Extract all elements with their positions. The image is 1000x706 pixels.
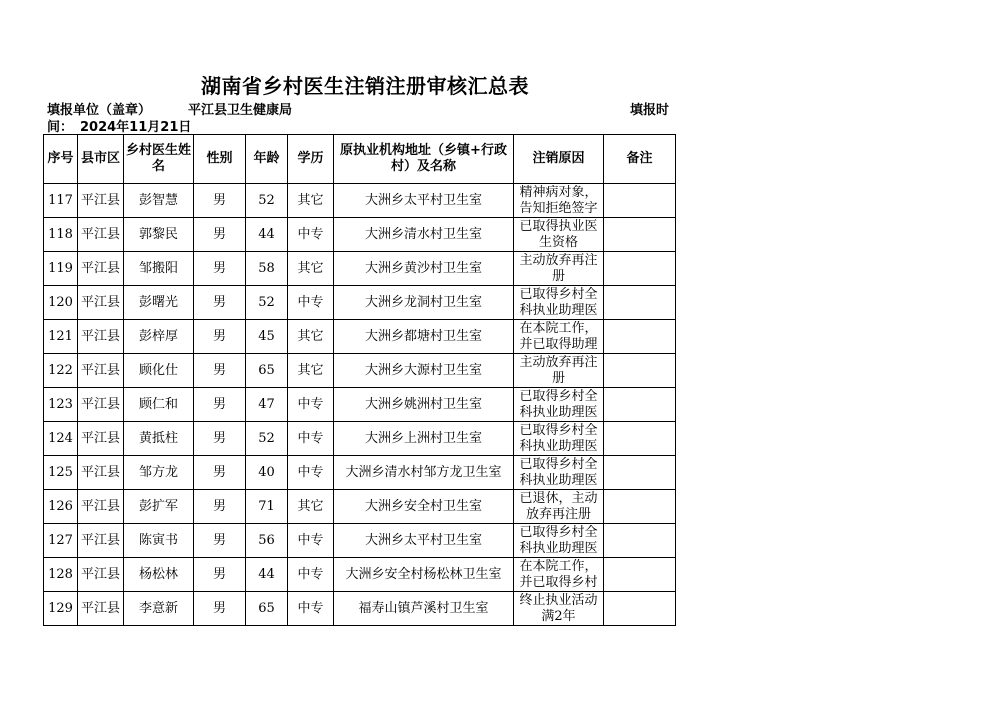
cell-org: 大洲乡安全村杨松林卫生室	[334, 558, 514, 592]
cell-doctor-name: 彭梓厚	[124, 320, 194, 354]
cell-gender: 男	[194, 558, 246, 592]
reason-text: 已取得乡村全科执业助理医	[519, 456, 598, 488]
cell-county: 平江县	[78, 184, 124, 218]
cell-doctor-name: 邹方龙	[124, 456, 194, 490]
cell-reason	[514, 320, 604, 354]
cell-education: 其它	[288, 184, 334, 218]
cell-reason	[514, 558, 604, 592]
reason-text: 主动放弃再注册	[519, 252, 598, 284]
unit-label: 填报单位（盖章）	[47, 103, 152, 118]
cell-age: 56	[246, 524, 288, 558]
reason-text: 在本院工作，并已取得乡村	[519, 558, 598, 590]
header-name: 乡村医生姓名	[124, 135, 194, 184]
cell-county: 平江县	[78, 558, 124, 592]
cell-gender: 男	[194, 388, 246, 422]
cell-age: 65	[246, 354, 288, 388]
cell-county: 平江县	[78, 354, 124, 388]
cell-county: 平江县	[78, 456, 124, 490]
reason-text: 已取得乡村全科执业助理医	[519, 388, 598, 420]
cell-education: 其它	[288, 252, 334, 286]
cell-age: 58	[246, 252, 288, 286]
cell-reason	[514, 490, 604, 524]
cell-reason	[514, 184, 604, 218]
cell-education: 中专	[288, 592, 334, 626]
cell-county: 平江县	[78, 388, 124, 422]
cell-org: 大洲乡太平村卫生室	[334, 184, 514, 218]
reason-text: 终止执业活动满2年	[519, 592, 598, 624]
table-row	[44, 422, 676, 456]
cell-county: 平江县	[78, 592, 124, 626]
table-row	[44, 252, 676, 286]
cell-seq: 122	[44, 354, 78, 388]
cell-seq: 127	[44, 524, 78, 558]
cell-remark	[604, 422, 676, 456]
cell-remark	[604, 388, 676, 422]
cell-county: 平江县	[78, 422, 124, 456]
cell-doctor-name: 黄抵柱	[124, 422, 194, 456]
table-row	[44, 218, 676, 252]
cell-age: 45	[246, 320, 288, 354]
cell-county: 平江县	[78, 320, 124, 354]
table-body	[44, 184, 676, 626]
reason-text: 已取得执业医生资格	[519, 218, 598, 250]
header-age: 年龄	[246, 135, 288, 184]
cell-seq: 117	[44, 184, 78, 218]
cell-doctor-name: 杨松林	[124, 558, 194, 592]
cell-org: 大洲乡大源村卫生室	[334, 354, 514, 388]
cell-education: 其它	[288, 320, 334, 354]
table-row	[44, 320, 676, 354]
header-remark: 备注	[604, 135, 676, 184]
fill-time-label: 填报时	[630, 103, 670, 118]
cell-remark	[604, 320, 676, 354]
cell-education: 中专	[288, 218, 334, 252]
cell-gender: 男	[194, 592, 246, 626]
table-row	[44, 184, 676, 218]
table-row	[44, 592, 676, 626]
cell-education: 中专	[288, 524, 334, 558]
cell-doctor-name: 顾仁和	[124, 388, 194, 422]
cell-age: 65	[246, 592, 288, 626]
table-row	[44, 388, 676, 422]
cell-reason	[514, 592, 604, 626]
cell-reason	[514, 388, 604, 422]
cell-remark	[604, 490, 676, 524]
cell-seq: 128	[44, 558, 78, 592]
cell-remark	[604, 558, 676, 592]
cell-org: 大洲乡上洲村卫生室	[334, 422, 514, 456]
reason-text: 已取得乡村全科执业助理医	[519, 422, 598, 454]
header-org: 原执业机构地址（乡镇+行政村）及名称	[334, 135, 514, 184]
cell-seq: 120	[44, 286, 78, 320]
reason-text: 已取得乡村全科执业助理医	[519, 524, 598, 556]
cell-doctor-name: 彭智慧	[124, 184, 194, 218]
reason-text: 已取得乡村全科执业助理医	[519, 286, 598, 318]
cell-reason	[514, 524, 604, 558]
header-seq: 序号	[44, 135, 78, 184]
cell-county: 平江县	[78, 286, 124, 320]
cell-remark	[604, 252, 676, 286]
cell-org: 大洲乡清水村卫生室	[334, 218, 514, 252]
cell-gender: 男	[194, 490, 246, 524]
reason-text: 在本院工作，并已取得助理	[519, 320, 598, 352]
fill-date: 2024年11月21日	[80, 120, 192, 135]
cell-county: 平江县	[78, 490, 124, 524]
cell-county: 平江县	[78, 524, 124, 558]
cell-doctor-name: 李意新	[124, 592, 194, 626]
cell-reason	[514, 354, 604, 388]
cell-gender: 男	[194, 456, 246, 490]
cell-gender: 男	[194, 524, 246, 558]
cell-education: 其它	[288, 490, 334, 524]
cell-doctor-name: 陈寅书	[124, 524, 194, 558]
cell-org: 大洲乡太平村卫生室	[334, 524, 514, 558]
cell-org: 大洲乡黄沙村卫生室	[334, 252, 514, 286]
header-gender: 性别	[194, 135, 246, 184]
cell-remark	[604, 354, 676, 388]
reason-text: 主动放弃再注册	[519, 354, 598, 386]
table-row	[44, 490, 676, 524]
cell-age: 52	[246, 184, 288, 218]
cell-remark	[604, 218, 676, 252]
cell-remark	[604, 524, 676, 558]
table-header-row	[44, 135, 676, 184]
table-row	[44, 286, 676, 320]
table-row	[44, 558, 676, 592]
cell-county: 平江县	[78, 218, 124, 252]
cell-gender: 男	[194, 252, 246, 286]
cell-gender: 男	[194, 286, 246, 320]
cell-county: 平江县	[78, 252, 124, 286]
cell-gender: 男	[194, 218, 246, 252]
reason-text: 已退休，主动放弃再注册	[519, 490, 598, 522]
cell-seq: 121	[44, 320, 78, 354]
cell-org: 大洲乡都塘村卫生室	[334, 320, 514, 354]
cell-reason	[514, 286, 604, 320]
cell-age: 47	[246, 388, 288, 422]
cell-education: 中专	[288, 422, 334, 456]
cell-age: 71	[246, 490, 288, 524]
cell-seq: 119	[44, 252, 78, 286]
cell-education: 中专	[288, 558, 334, 592]
cell-seq: 129	[44, 592, 78, 626]
cell-seq: 123	[44, 388, 78, 422]
table-row	[44, 456, 676, 490]
cell-seq: 118	[44, 218, 78, 252]
cell-education: 中专	[288, 456, 334, 490]
header-education: 学历	[288, 135, 334, 184]
fill-time-label-continued: 间：	[47, 120, 74, 135]
deregistration-table	[43, 134, 676, 626]
reason-text: 精神病对象，告知拒绝签字	[519, 184, 598, 216]
cell-doctor-name: 顾化仕	[124, 354, 194, 388]
cell-education: 中专	[288, 388, 334, 422]
cell-doctor-name: 郭黎民	[124, 218, 194, 252]
cell-org: 大洲乡龙洞村卫生室	[334, 286, 514, 320]
header-reason: 注销原因	[514, 135, 604, 184]
cell-education: 其它	[288, 354, 334, 388]
cell-org: 大洲乡安全村卫生室	[334, 490, 514, 524]
cell-reason	[514, 252, 604, 286]
cell-org: 大洲乡姚洲村卫生室	[334, 388, 514, 422]
cell-remark	[604, 456, 676, 490]
cell-doctor-name: 彭扩军	[124, 490, 194, 524]
cell-remark	[604, 184, 676, 218]
cell-org: 大洲乡清水村邹方龙卫生室	[334, 456, 514, 490]
cell-age: 52	[246, 286, 288, 320]
cell-doctor-name: 邹搬阳	[124, 252, 194, 286]
cell-gender: 男	[194, 422, 246, 456]
cell-gender: 男	[194, 320, 246, 354]
cell-seq: 125	[44, 456, 78, 490]
page-title: 湖南省乡村医生注销注册审核汇总表	[201, 74, 529, 98]
cell-reason	[514, 456, 604, 490]
cell-seq: 126	[44, 490, 78, 524]
cell-age: 52	[246, 422, 288, 456]
cell-gender: 男	[194, 354, 246, 388]
table-row	[44, 354, 676, 388]
cell-age: 44	[246, 218, 288, 252]
cell-doctor-name: 彭曙光	[124, 286, 194, 320]
cell-age: 40	[246, 456, 288, 490]
cell-remark	[604, 286, 676, 320]
header-county: 县市区	[78, 135, 124, 184]
cell-seq: 124	[44, 422, 78, 456]
unit-value: 平江县卫生健康局	[188, 103, 293, 118]
table-row	[44, 524, 676, 558]
cell-reason	[514, 218, 604, 252]
cell-reason	[514, 422, 604, 456]
cell-education: 中专	[288, 286, 334, 320]
cell-org: 福寿山镇芦溪村卫生室	[334, 592, 514, 626]
cell-age: 44	[246, 558, 288, 592]
cell-remark	[604, 592, 676, 626]
cell-gender: 男	[194, 184, 246, 218]
